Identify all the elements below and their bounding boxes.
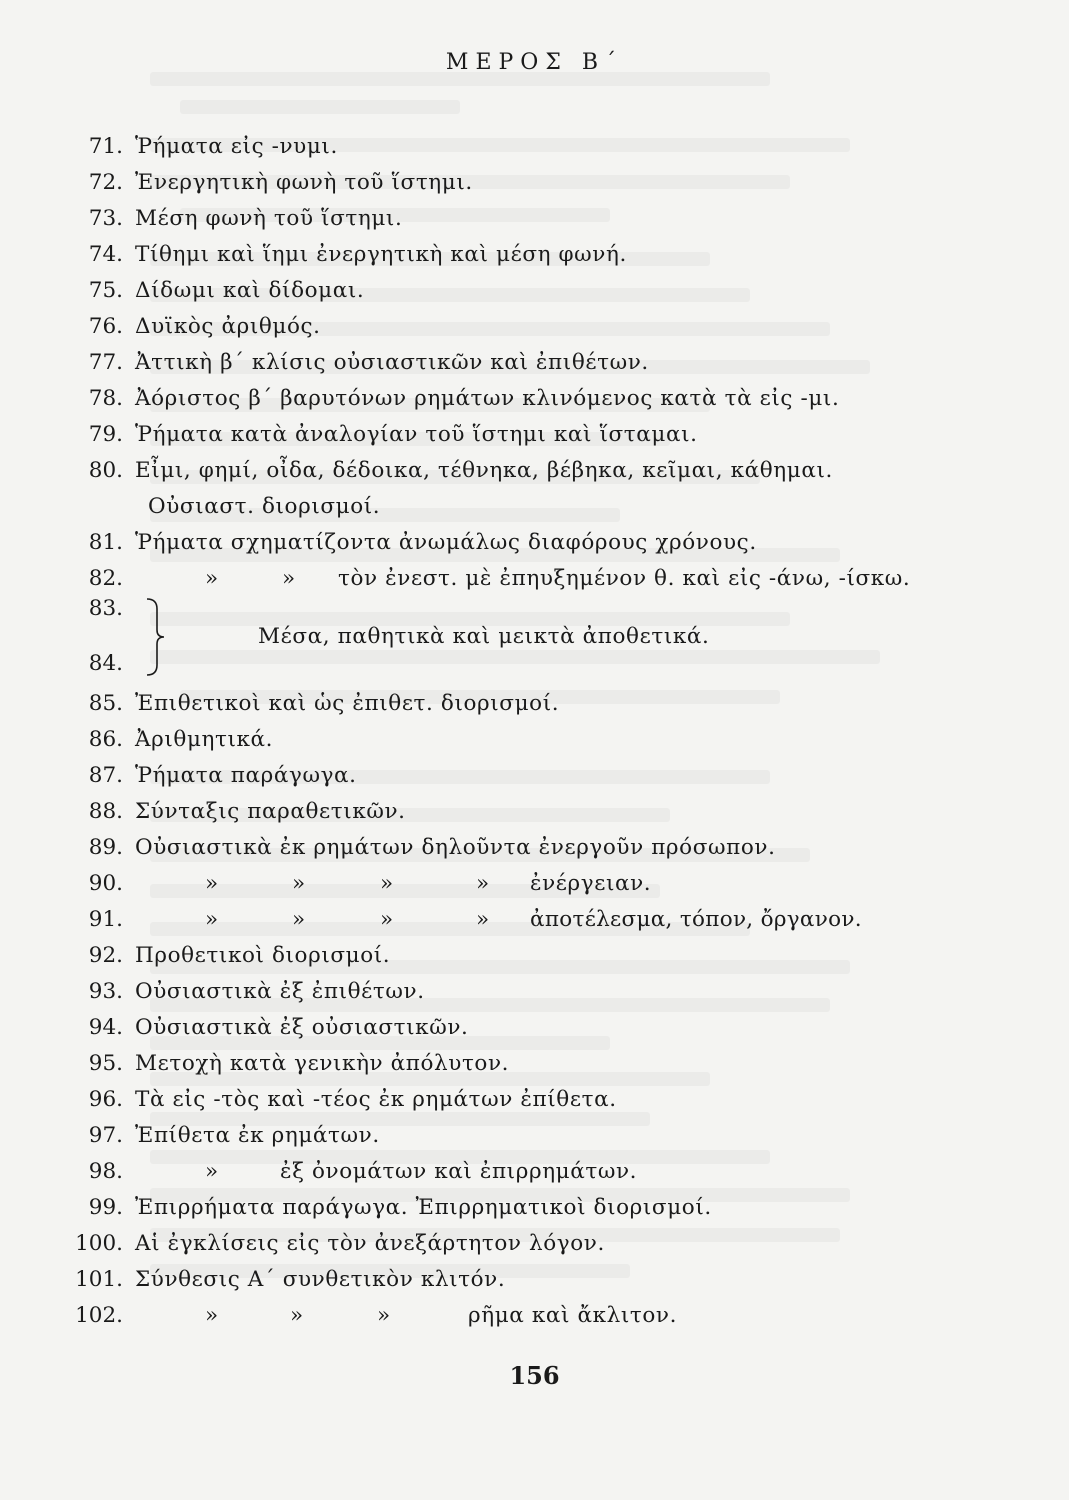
entry-title: Ἐπιθετικοὶ καὶ ὡς ἐπιθετ. διορισμοί. [135,691,560,716]
toc-entry [0,686,1069,722]
section-heading: ΜΕΡΟΣ Β΄ [445,50,624,75]
toc-entry [0,273,1069,309]
toc-entry [0,1262,1069,1298]
entry-title: Μέση φωνὴ τοῦ ἵστημι. [135,206,403,231]
entry-title: Ῥήματα σχηματίζοντα ἀνωμάλως διαφόρους χρόνους. [135,530,757,555]
ditto-mark: » [205,1303,219,1328]
entry-title: Δίδωμι καὶ δίδομαι. [135,278,365,303]
toc-entry [0,1190,1069,1226]
ditto-mark: » [380,907,394,932]
toc-entry [0,345,1069,381]
toc-entry [0,1154,1069,1190]
toc-entry [0,1226,1069,1262]
ditto-mark: » [205,871,219,896]
entry-number: 90. [88,871,123,896]
ditto-mark: » [205,566,219,591]
toc-entry [0,417,1069,453]
ditto-mark: » [476,907,490,932]
entry-title: ἀποτέλεσμα, τόπον, ὄργανον. [530,907,862,932]
entry-title: Δυϊκὸς ἀριθμός. [135,314,321,339]
ditto-mark: » [377,1303,391,1328]
entry-number: 101. [75,1267,123,1292]
entry-number: 102. [75,1303,123,1328]
toc-entry [0,722,1069,758]
toc-entry [0,453,1069,489]
toc-entry [0,1298,1069,1334]
entry-number: 72. [88,170,123,195]
entry-number: 85. [88,691,123,716]
ditto-mark: » [380,871,394,896]
entry-title: ἐξ ὀνομάτων καὶ ἐπιρρημάτων. [280,1159,638,1184]
entry-title: Τὰ εἰς -τὸς καὶ -τέος ἐκ ρημάτων ἐπίθετα. [135,1087,617,1112]
entry-number: 89. [88,835,123,860]
entry-title: Ῥήματα παράγωγα. [135,763,357,788]
entry-title: Ἐνεργητικὴ φωνὴ τοῦ ἵστημι. [135,170,473,195]
entry-number: 100. [75,1231,123,1256]
entry-title: Ἀριθμητικά. [135,727,274,752]
toc-entry [0,830,1069,866]
entry-title: Ἐπίθετα ἐκ ρημάτων. [135,1123,380,1148]
entry-title: Τίθημι καὶ ἵημι ἐνεργητικὴ καὶ μέση φωνή. [135,242,627,267]
ditto-mark: » [282,566,296,591]
page-number: 156 [509,1361,560,1390]
toc-entry [0,129,1069,165]
entry-number: 97. [88,1123,123,1148]
entry-title: Ῥήματα εἰς -νυμι. [135,134,338,159]
toc-entry [0,525,1069,561]
toc-entry [0,1010,1069,1046]
grouped-entry-title: Μέσα, παθητικὰ καὶ μεικτὰ ἀποθετικά. [258,624,710,649]
entry-title: ἐνέργειαν. [530,871,652,896]
entry-title: Σύνθεσις Α΄ συνθετικὸν κλιτόν. [135,1267,506,1292]
entry-number: 83. [88,596,123,621]
entry-number: 98. [88,1159,123,1184]
toc-entry [0,201,1069,237]
entry-number: 93. [88,979,123,1004]
ditto-mark: » [476,871,490,896]
entry-title: ρῆμα καὶ ἄκλιτον. [468,1303,678,1328]
entry-title: Οὐσιαστικὰ ἐκ ρημάτων δηλοῦντα ἐνεργοῦν πρόσωπον. [135,835,776,860]
entry-title: Ἐπιρρήματα παράγωγα. Ἐπιρρηματικοὶ διορισμοί. [135,1195,712,1220]
toc-entry [0,1046,1069,1082]
toc-entry [0,974,1069,1010]
toc-entry [0,237,1069,273]
toc-entry [0,165,1069,201]
ditto-mark: » [292,907,306,932]
entry-title: Οὐσιαστικὰ ἐξ οὐσιαστικῶν. [135,1015,469,1040]
toc-entry [0,309,1069,345]
entry-subtitle: Οὐσιαστ. διορισμοί. [148,494,381,519]
entry-number: 91. [88,907,123,932]
entry-title: Αἱ ἐγκλίσεις εἰς τὸν ἀνεξάρτητον λόγον. [135,1231,605,1256]
toc-entry [0,381,1069,417]
entry-number: 86. [88,727,123,752]
entry-number: 88. [88,799,123,824]
entry-title: Μετοχὴ κατὰ γενικὴν ἀπόλυτον. [135,1051,510,1076]
entry-number: 94. [88,1015,123,1040]
toc-entry [0,1082,1069,1118]
toc-entry [0,794,1069,830]
toc-entry [0,646,1069,682]
ditto-mark: » [205,907,219,932]
toc-entry [0,938,1069,974]
entry-number: 79. [88,422,123,447]
entry-number: 71. [88,134,123,159]
entry-number: 78. [88,386,123,411]
entry-number: 75. [88,278,123,303]
toc-entry [0,758,1069,794]
entry-number: 84. [88,651,123,676]
entry-number: 76. [88,314,123,339]
entry-number: 81. [88,530,123,555]
entry-number: 80. [88,458,123,483]
ditto-mark: » [290,1303,304,1328]
toc-entry-continuation [0,489,1069,525]
entry-number: 87. [88,763,123,788]
entry-title: Οὐσιαστικὰ ἐξ ἐπιθέτων. [135,979,425,1004]
entry-title: Εἶμι, φημί, οἶδα, δέδοικα, τέθνηκα, βέβηκα, κεῖμαι, κάθημαι. [135,458,833,483]
toc-entry [0,902,1069,938]
entry-number: 95. [88,1051,123,1076]
entry-title: Προθετικοὶ διορισμοί. [135,943,391,968]
ditto-mark: » [292,871,306,896]
entry-number: 73. [88,206,123,231]
entry-number: 96. [88,1087,123,1112]
entry-number: 82. [88,566,123,591]
ditto-mark: » [205,1159,219,1184]
entry-title: τὸν ἐνεστ. μὲ ἐπηυξημένον θ. καὶ εἰς -άνω, -ίσκω. [338,566,911,591]
entry-number: 77. [88,350,123,375]
entry-number: 92. [88,943,123,968]
entry-title: Σύνταξις παραθετικῶν. [135,799,406,824]
entry-title: Ἀττικὴ β΄ κλίσις οὐσιαστικῶν καὶ ἐπιθέτων. [135,350,649,375]
entry-title: Ἀόριστος β΄ βαρυτόνων ρημάτων κλινόμενος κατὰ τὰ εἰς -μι. [135,386,840,411]
entry-number: 99. [88,1195,123,1220]
entry-title: Ῥήματα κατὰ ἀναλογίαν τοῦ ἵστημι καὶ ἵσταμαι. [135,422,698,447]
toc-entry [0,1118,1069,1154]
entry-number: 74. [88,242,123,267]
toc-entry [0,866,1069,902]
